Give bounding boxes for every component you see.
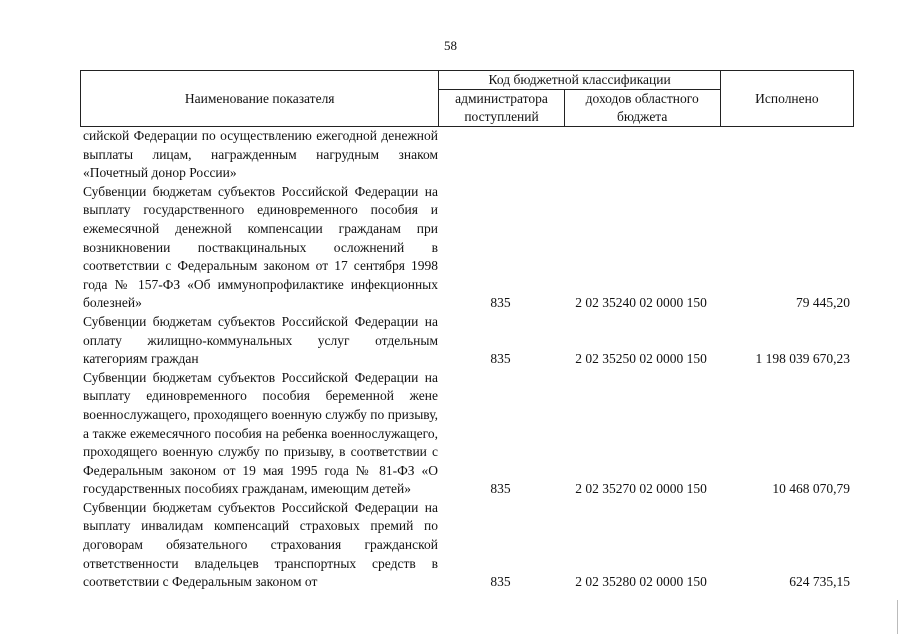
row-admin-code: 835 [490, 351, 511, 367]
row-income-code: 2 02 35270 02 0000 150 [575, 481, 707, 497]
table-row [80, 369, 854, 499]
row-admin-code: 835 [490, 295, 511, 311]
page-number: 58 [444, 38, 457, 53]
row-name: сийской Федерации по осуществлению ежегодной денежной выплаты лицам, награжденным нагрудным знаком «Почетный донор России» [83, 128, 438, 181]
header-executed-column: Исполнено [720, 71, 853, 127]
row-executed: 624 735,15 [789, 574, 850, 590]
row-name: Субвенции бюджетам субъектов Российской Федерации на выплату государственного единовременного пособия и ежемесячной денежной компенсации гражданам при возникновении поствакцинальных осложнений в соответствии с Федеральным законом от 17 сентября 1998 года № 157-ФЗ «Об иммунопрофилактике инфекционных болезней» [83, 183, 438, 311]
row-income-code: 2 02 35240 02 0000 150 [575, 295, 707, 311]
table-row [80, 183, 854, 313]
row-income-code: 2 02 35250 02 0000 150 [575, 351, 707, 367]
row-executed: 1 198 039 670,23 [755, 351, 850, 367]
row-executed: 10 468 070,79 [772, 481, 850, 497]
row-admin-code: 835 [490, 481, 511, 497]
page-edge-divider [897, 600, 898, 634]
row-executed: 79 445,20 [796, 295, 850, 311]
row-name: Субвенции бюджетам субъектов Российской Федерации на выплату инвалидам компенсаций страховых премий по договорам обязательного страхования гражданской ответственности владельцев транспортных средств в соответствии с Федеральным законом от [83, 499, 438, 590]
table-row [80, 313, 854, 369]
table-header [80, 70, 854, 127]
header-budget-code-group: Код бюджетной классификации [439, 71, 720, 90]
row-income-code: 2 02 35280 02 0000 150 [575, 574, 707, 590]
header-name-column: Наименование показателя [81, 71, 439, 127]
header-income-column: доходов областного бюджета [564, 90, 720, 127]
row-name: Субвенции бюджетам субъектов Российской Федерации на выплату единовременного пособия беременной жене военнослужащего, проходящего военную службу по призыву, а также ежемесячного пособия на ребенка военнослужащего, проходящего военную службу по призыву, в соответствии с Федеральным законом от 19 мая 1995 года № 81-ФЗ «О государственных пособиях гражданам, имеющим детей» [83, 369, 438, 497]
row-name: Субвенции бюджетам субъектов Российской Федерации на оплату жилищно-коммунальных услуг отдельным категориям граждан [83, 313, 438, 367]
header-admin-column: администратора поступлений [439, 90, 564, 127]
row-admin-code: 835 [490, 574, 511, 590]
table-row [80, 127, 854, 183]
table-row [80, 499, 854, 592]
table-body [80, 127, 854, 592]
